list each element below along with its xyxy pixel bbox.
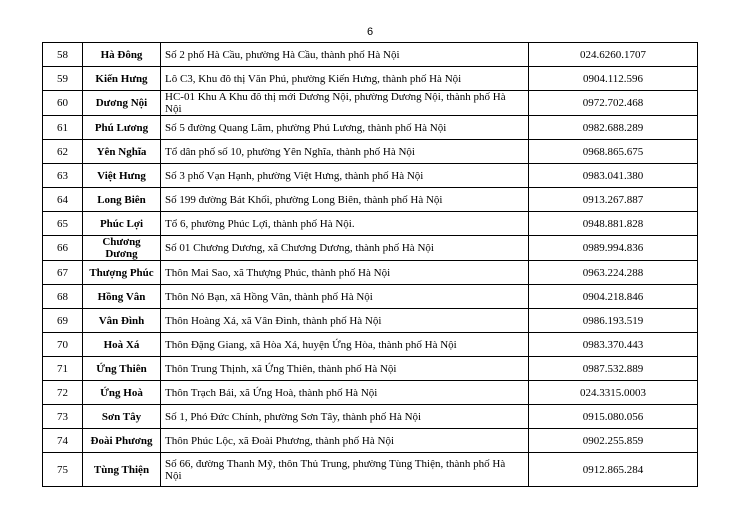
branch-address: Số 2 phố Hà Cầu, phường Hà Cầu, thành phố Hà Nội	[161, 43, 529, 67]
branch-address: Tổ dân phố số 10, phường Yên Nghĩa, thành phố Hà Nội	[161, 140, 529, 164]
branch-phone: 0983.041.380	[529, 164, 698, 188]
branch-address: Tổ 6, phường Phúc Lợi, thành phố Hà Nội.	[161, 212, 529, 236]
branch-address: Thôn Phúc Lộc, xã Đoài Phương, thành phố Hà Nội	[161, 429, 529, 453]
branch-address: Số 01 Chương Dương, xã Chương Dương, thành phố Hà Nội	[161, 236, 529, 261]
branch-address: Số 1, Phó Đức Chính, phường Sơn Tây, thành phố Hà Nội	[161, 405, 529, 429]
branch-address: Thôn Trung Thịnh, xã Ứng Thiên, thành phố Hà Nội	[161, 357, 529, 381]
branch-phone: 0904.218.846	[529, 285, 698, 309]
branch-address: Số 3 phố Vạn Hạnh, phường Việt Hưng, thành phố Hà Nội	[161, 164, 529, 188]
branch-name: Hoà Xá	[83, 333, 161, 357]
branch-name: Ứng Thiên	[83, 357, 161, 381]
branch-name: Vân Đình	[83, 309, 161, 333]
row-number: 70	[43, 333, 83, 357]
branch-phone: 0972.702.468	[529, 91, 698, 116]
table-row	[43, 429, 698, 453]
table-row	[43, 188, 698, 212]
row-number: 64	[43, 188, 83, 212]
row-number: 63	[43, 164, 83, 188]
row-number: 58	[43, 43, 83, 67]
branch-address: Thôn Trạch Bái, xã Ứng Hoà, thành phố Hà Nội	[161, 381, 529, 405]
row-number: 73	[43, 405, 83, 429]
row-number: 59	[43, 67, 83, 91]
row-number: 61	[43, 116, 83, 140]
branch-address: Số 199 đường Bát Khối, phường Long Biên, thành phố Hà Nội	[161, 188, 529, 212]
branch-name: Phú Lương	[83, 116, 161, 140]
row-number: 65	[43, 212, 83, 236]
branch-phone: 0987.532.889	[529, 357, 698, 381]
branch-phone: 0968.865.675	[529, 140, 698, 164]
branch-phone: 0915.080.056	[529, 405, 698, 429]
branch-phone: 0963.224.288	[529, 261, 698, 285]
branch-name: Yên Nghĩa	[83, 140, 161, 164]
page-number: 6	[366, 26, 374, 38]
branch-table	[42, 42, 698, 487]
branch-name: Sơn Tây	[83, 405, 161, 429]
branch-name: Tùng Thiện	[83, 453, 161, 487]
branch-name: Hồng Vân	[83, 285, 161, 309]
row-number: 67	[43, 261, 83, 285]
branch-phone: 0912.865.284	[529, 453, 698, 487]
branch-address: Thôn Nỏ Bạn, xã Hồng Vân, thành phố Hà Nội	[161, 285, 529, 309]
branch-address: Thôn Hoàng Xá, xã Vân Đình, thành phố Hà Nội	[161, 309, 529, 333]
branch-phone: 0986.193.519	[529, 309, 698, 333]
branch-phone: 0989.994.836	[529, 236, 698, 261]
branch-address: Lô C3, Khu đô thị Văn Phú, phường Kiến Hưng, thành phố Hà Nội	[161, 67, 529, 91]
branch-name: Thượng Phúc	[83, 261, 161, 285]
table-body	[43, 43, 698, 487]
table-row	[43, 309, 698, 333]
branch-address: Số 5 đường Quang Lãm, phường Phú Lương, thành phố Hà Nội	[161, 116, 529, 140]
table-row	[43, 236, 698, 261]
row-number: 75	[43, 453, 83, 487]
branch-phone: 0983.370.443	[529, 333, 698, 357]
table-row	[43, 405, 698, 429]
table-row	[43, 357, 698, 381]
table-row	[43, 91, 698, 116]
table-row	[43, 43, 698, 67]
row-number: 71	[43, 357, 83, 381]
row-number: 69	[43, 309, 83, 333]
row-number: 74	[43, 429, 83, 453]
branch-phone: 0904.112.596	[529, 67, 698, 91]
branch-phone: 0902.255.859	[529, 429, 698, 453]
branch-name: Hà Đông	[83, 43, 161, 67]
branch-address: Thôn Đặng Giang, xã Hòa Xá, huyện Ứng Hòa, thành phố Hà Nội	[161, 333, 529, 357]
branch-name: Dương Nội	[83, 91, 161, 116]
table-row	[43, 261, 698, 285]
row-number: 60	[43, 91, 83, 116]
branch-address: HC-01 Khu A Khu đô thị mới Dương Nội, phường Dương Nội, thành phố Hà Nội	[161, 91, 529, 116]
branch-phone: 0982.688.289	[529, 116, 698, 140]
branch-name: Việt Hưng	[83, 164, 161, 188]
table-row	[43, 116, 698, 140]
row-number: 62	[43, 140, 83, 164]
table-row	[43, 381, 698, 405]
branch-address: Thôn Mai Sao, xã Thượng Phúc, thành phố Hà Nội	[161, 261, 529, 285]
table-row	[43, 164, 698, 188]
branch-name: Long Biên	[83, 188, 161, 212]
branch-name: Phúc Lợi	[83, 212, 161, 236]
branch-phone: 024.3315.0003	[529, 381, 698, 405]
branch-name: Kiến Hưng	[83, 67, 161, 91]
branch-name: Ứng Hoà	[83, 381, 161, 405]
table-row	[43, 140, 698, 164]
row-number: 68	[43, 285, 83, 309]
table-row	[43, 67, 698, 91]
branch-name: Chương Dương	[83, 236, 161, 261]
branch-phone: 0913.267.887	[529, 188, 698, 212]
branch-phone: 024.6260.1707	[529, 43, 698, 67]
table-row	[43, 333, 698, 357]
branch-name: Đoài Phương	[83, 429, 161, 453]
row-number: 72	[43, 381, 83, 405]
branch-address: Số 66, đường Thanh Mỹ, thôn Thủ Trung, phường Tùng Thiện, thành phố Hà Nội	[161, 453, 529, 487]
row-number: 66	[43, 236, 83, 261]
table-row	[43, 285, 698, 309]
branch-phone: 0948.881.828	[529, 212, 698, 236]
table-row	[43, 453, 698, 487]
table-row	[43, 212, 698, 236]
